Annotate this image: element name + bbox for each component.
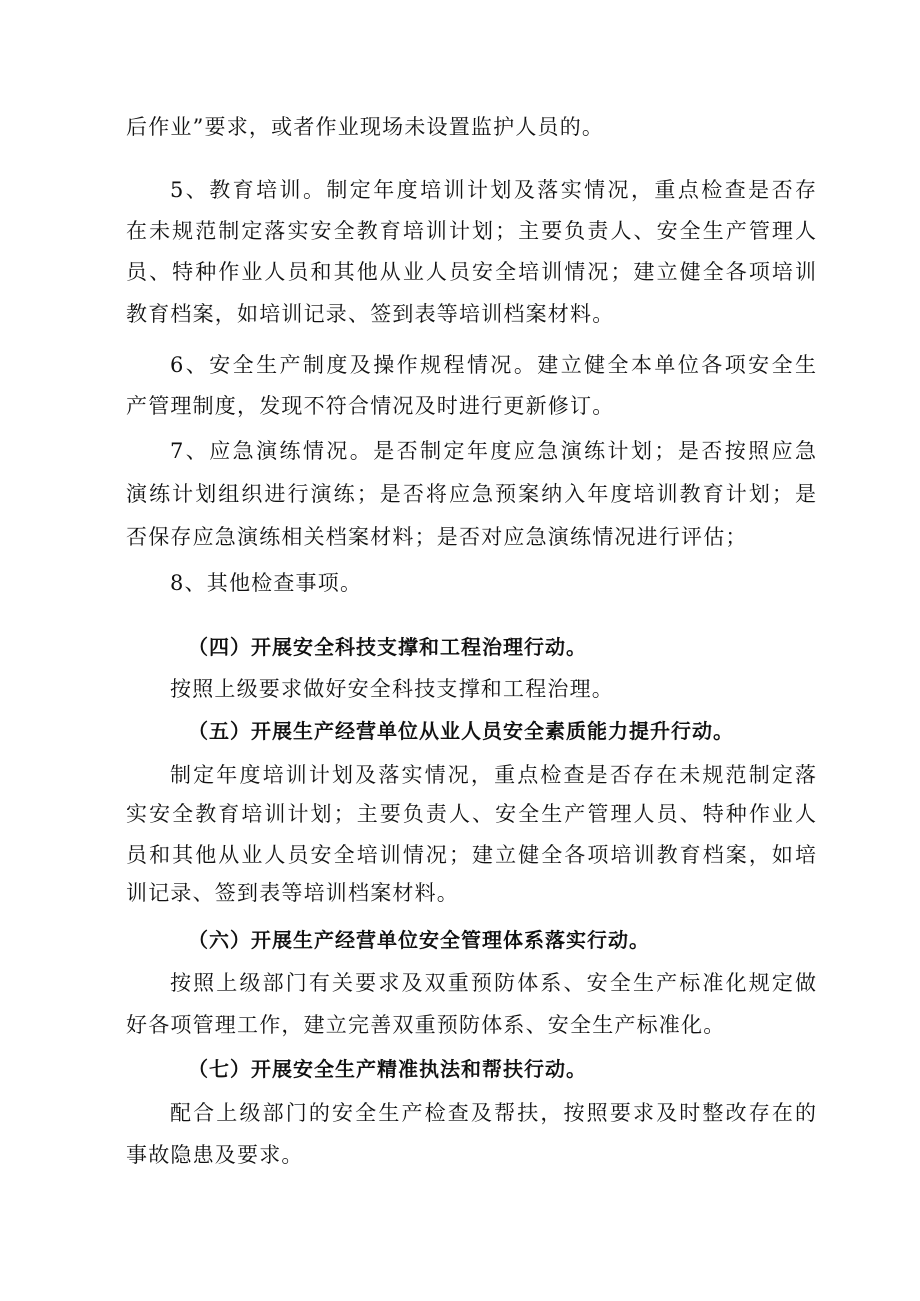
item5-line4: 教育档案，如培训记录、签到表等培训档案材料。 [126, 302, 615, 326]
item5-line2: 在未规范制定落实安全教育培训计划；主要负责人、安全生产管理人 [126, 219, 816, 243]
section6-line2: 好各项管理工作，建立完善双重预防体系、安全生产标准化。 [126, 1013, 726, 1037]
section5-line2: 实安全教育培训计划；主要负责人、安全生产管理人员、特种作业人 [126, 802, 816, 826]
item6-line2: 产管理制度，发现不符合情况及时进行更新修订。 [126, 394, 615, 418]
item7-line3: 否保存应急演练相关档案材料；是否对应急演练情况进行评估； [126, 525, 748, 549]
item6-line1: 6、安全生产制度及操作规程情况。建立健全本单位各项安全生 [170, 353, 816, 377]
section5-heading: （五）开展生产经营单位从业人员安全素质能力提升行动。 [188, 719, 734, 743]
section7-heading: （七）开展安全生产精准执法和帮扶行动。 [188, 1057, 587, 1081]
section4-heading: （四）开展安全科技支撑和工程治理行动。 [188, 635, 587, 659]
section6-heading: （六）开展生产经营单位安全管理体系落实行动。 [188, 928, 650, 952]
item5-line1: 5、教育培训。制定年度培训计划及落实情况，重点检查是否存 [170, 178, 816, 202]
item7-line1: 7、应急演练情况。是否制定年度应急演练计划；是否按照应急 [170, 439, 816, 463]
item8-line1: 8、其他检查事项。 [170, 571, 363, 595]
section6-line1: 按照上级部门有关要求及双重预防体系、安全生产标准化规定做 [170, 971, 816, 995]
section5-line1: 制定年度培训计划及落实情况，重点检查是否存在未规范制定落 [170, 763, 816, 787]
section7-line1: 配合上级部门的安全生产检查及帮扶，按照要求及时整改存在的 [170, 1101, 816, 1125]
section5-line4: 训记录、签到表等培训档案材料。 [126, 881, 459, 905]
section4-line1: 按照上级要求做好安全科技支撑和工程治理。 [170, 677, 614, 701]
paragraph-continuation-line: 后作业”要求，或者作业现场未设置监护人员的。 [126, 115, 605, 139]
item7-line2: 演练计划组织进行演练；是否将应急预案纳入年度培训教育计划；是 [126, 482, 816, 506]
section5-line3: 员和其他从业人员安全培训情况；建立健全各项培训教育档案，如培 [126, 843, 816, 867]
section7-line2: 事故隐患及要求。 [126, 1143, 304, 1167]
item5-line3: 员、特种作业人员和其他从业人员安全培训情况；建立健全各项培训 [126, 260, 816, 284]
